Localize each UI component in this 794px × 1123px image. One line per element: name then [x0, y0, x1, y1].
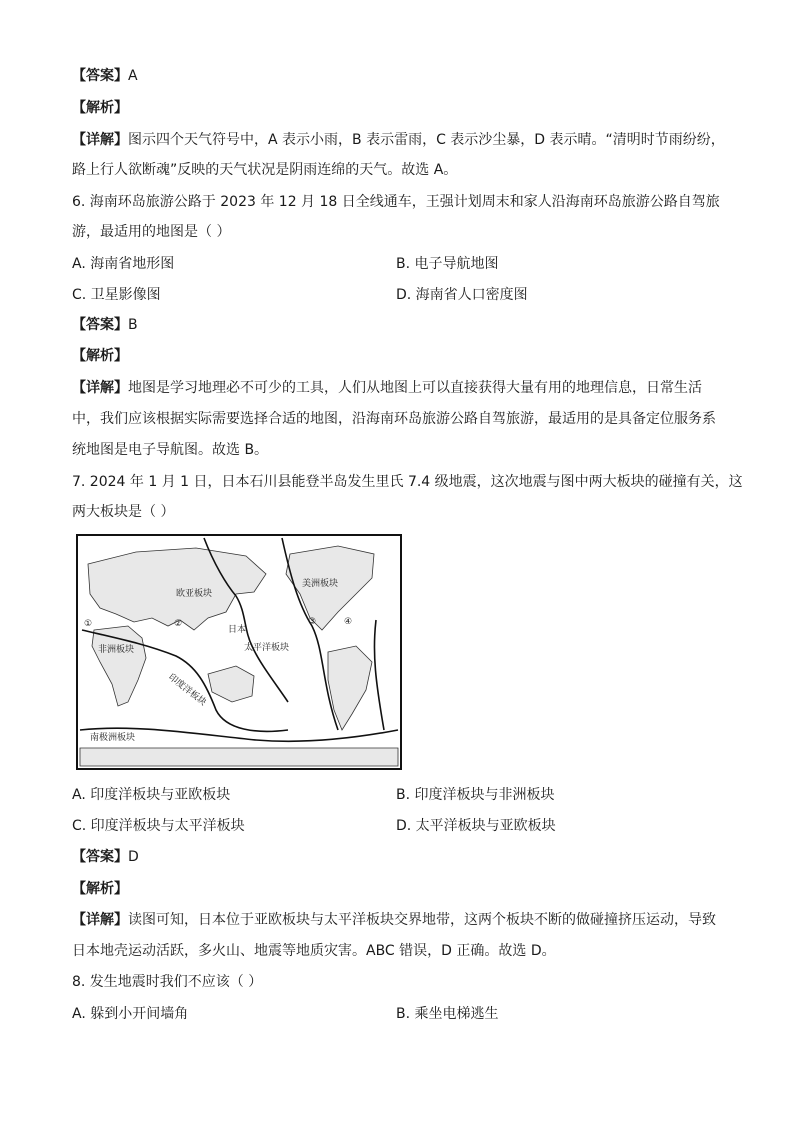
answer-tag: 【答案】 [72, 849, 128, 865]
q8-stem-line1: 8. 发生地震时我们不应该（ ） [72, 974, 263, 990]
label-antarctic-plate: 南极洲板块 [90, 733, 136, 743]
label-american-plate: 美洲板块 [302, 579, 339, 589]
detail-tag: 【详解】 [72, 380, 128, 396]
q5-detail-line1: 【详解】图示四个天气符号中，A 表示小雨，B 表示雷雨，C 表示沙尘暴，D 表示晴。“清明时节雨纷纷， [72, 132, 725, 148]
q6-stem-line2: 游，最适用的地图是（ ） [72, 224, 231, 240]
label-pacific-plate: 太平洋板块 [244, 643, 290, 653]
q6-option-c: C. 卫星影像图 [72, 287, 161, 303]
q6-answer [72, 315, 138, 335]
q5-analysis-tag: 【解析】 [72, 100, 128, 116]
detail-tag: 【详解】 [72, 912, 128, 928]
q7-stem-line1: 7. 2024 年 1 月 1 日，日本石川县能登半岛发生里氏 7.4 级地震，这次地震与图中两大板块的碰撞有关，这 [72, 474, 743, 490]
label-eurasian-plate: 欧亚板块 [176, 589, 213, 599]
label-african-plate: 非洲板块 [98, 645, 135, 655]
q7-option-c: C. 印度洋板块与太平洋板块 [72, 818, 245, 834]
label-japan: 日本 [228, 625, 247, 635]
q5-answer [72, 66, 138, 86]
marker-2: ② [174, 619, 183, 629]
q7-answer [72, 847, 139, 867]
q7-detail-line1: 【详解】读图可知，日本位于亚欧板块与太平洋板块交界地带，这两个板块不断的做碰撞挤压运动，导致 [72, 912, 716, 928]
answer-value: B [128, 317, 138, 333]
plate-boundary-map [76, 534, 402, 770]
marker-3: ③ [308, 617, 317, 627]
q7-analysis-tag: 【解析】 [72, 881, 128, 897]
q8-option-b: B. 乘坐电梯逃生 [396, 1006, 499, 1022]
answer-tag: 【答案】 [72, 317, 128, 333]
marker-1: ① [84, 619, 93, 629]
q6-detail-line3: 统地图是电子导航图。故选 B。 [72, 442, 269, 458]
q5-detail-line2: 路上行人欲断魂”反映的天气状况是阴雨连绵的天气。故选 A。 [72, 162, 458, 178]
q6-stem-line1: 6. 海南环岛旅游公路于 2023 年 12 月 18 日全线通车，王强计划周末和家人沿海南环岛旅游公路自驾旅 [72, 194, 720, 210]
q7-detail-line2: 日本地壳运动活跃，多火山、地震等地质灾害。ABC 错误，D 正确。故选 D。 [72, 943, 556, 959]
answer-value: D [128, 849, 139, 865]
q6-option-a: A. 海南省地形图 [72, 256, 175, 272]
q7-option-d: D. 太平洋板块与亚欧板块 [396, 818, 556, 834]
q6-option-b: B. 电子导航地图 [396, 256, 499, 272]
q7-stem-line2: 两大板块是（ ） [72, 504, 175, 520]
q7-option-a: A. 印度洋板块与亚欧板块 [72, 787, 231, 803]
q6-detail-line2: 中，我们应该根据实际需要选择合适的地图，沿海南环岛旅游公路自驾旅游，最适用的是具备定位服务系 [72, 411, 716, 427]
antarctica-shape [80, 748, 398, 766]
q7-option-b: B. 印度洋板块与非洲板块 [396, 787, 555, 803]
q6-option-d: D. 海南省人口密度图 [396, 287, 528, 303]
answer-tag: 【答案】 [72, 68, 128, 84]
detail-tag: 【详解】 [72, 132, 128, 148]
q8-option-a: A. 躲到小开间墙角 [72, 1006, 189, 1022]
q6-analysis-tag: 【解析】 [72, 348, 128, 364]
answer-value: A [128, 68, 138, 84]
label-indian-plate: 印度洋板块 [166, 672, 208, 709]
q6-detail-line1: 【详解】地图是学习地理必不可少的工具，人们从地图上可以直接获得大量有用的地理信息，日常生活 [72, 380, 702, 396]
marker-4: ④ [344, 617, 353, 627]
